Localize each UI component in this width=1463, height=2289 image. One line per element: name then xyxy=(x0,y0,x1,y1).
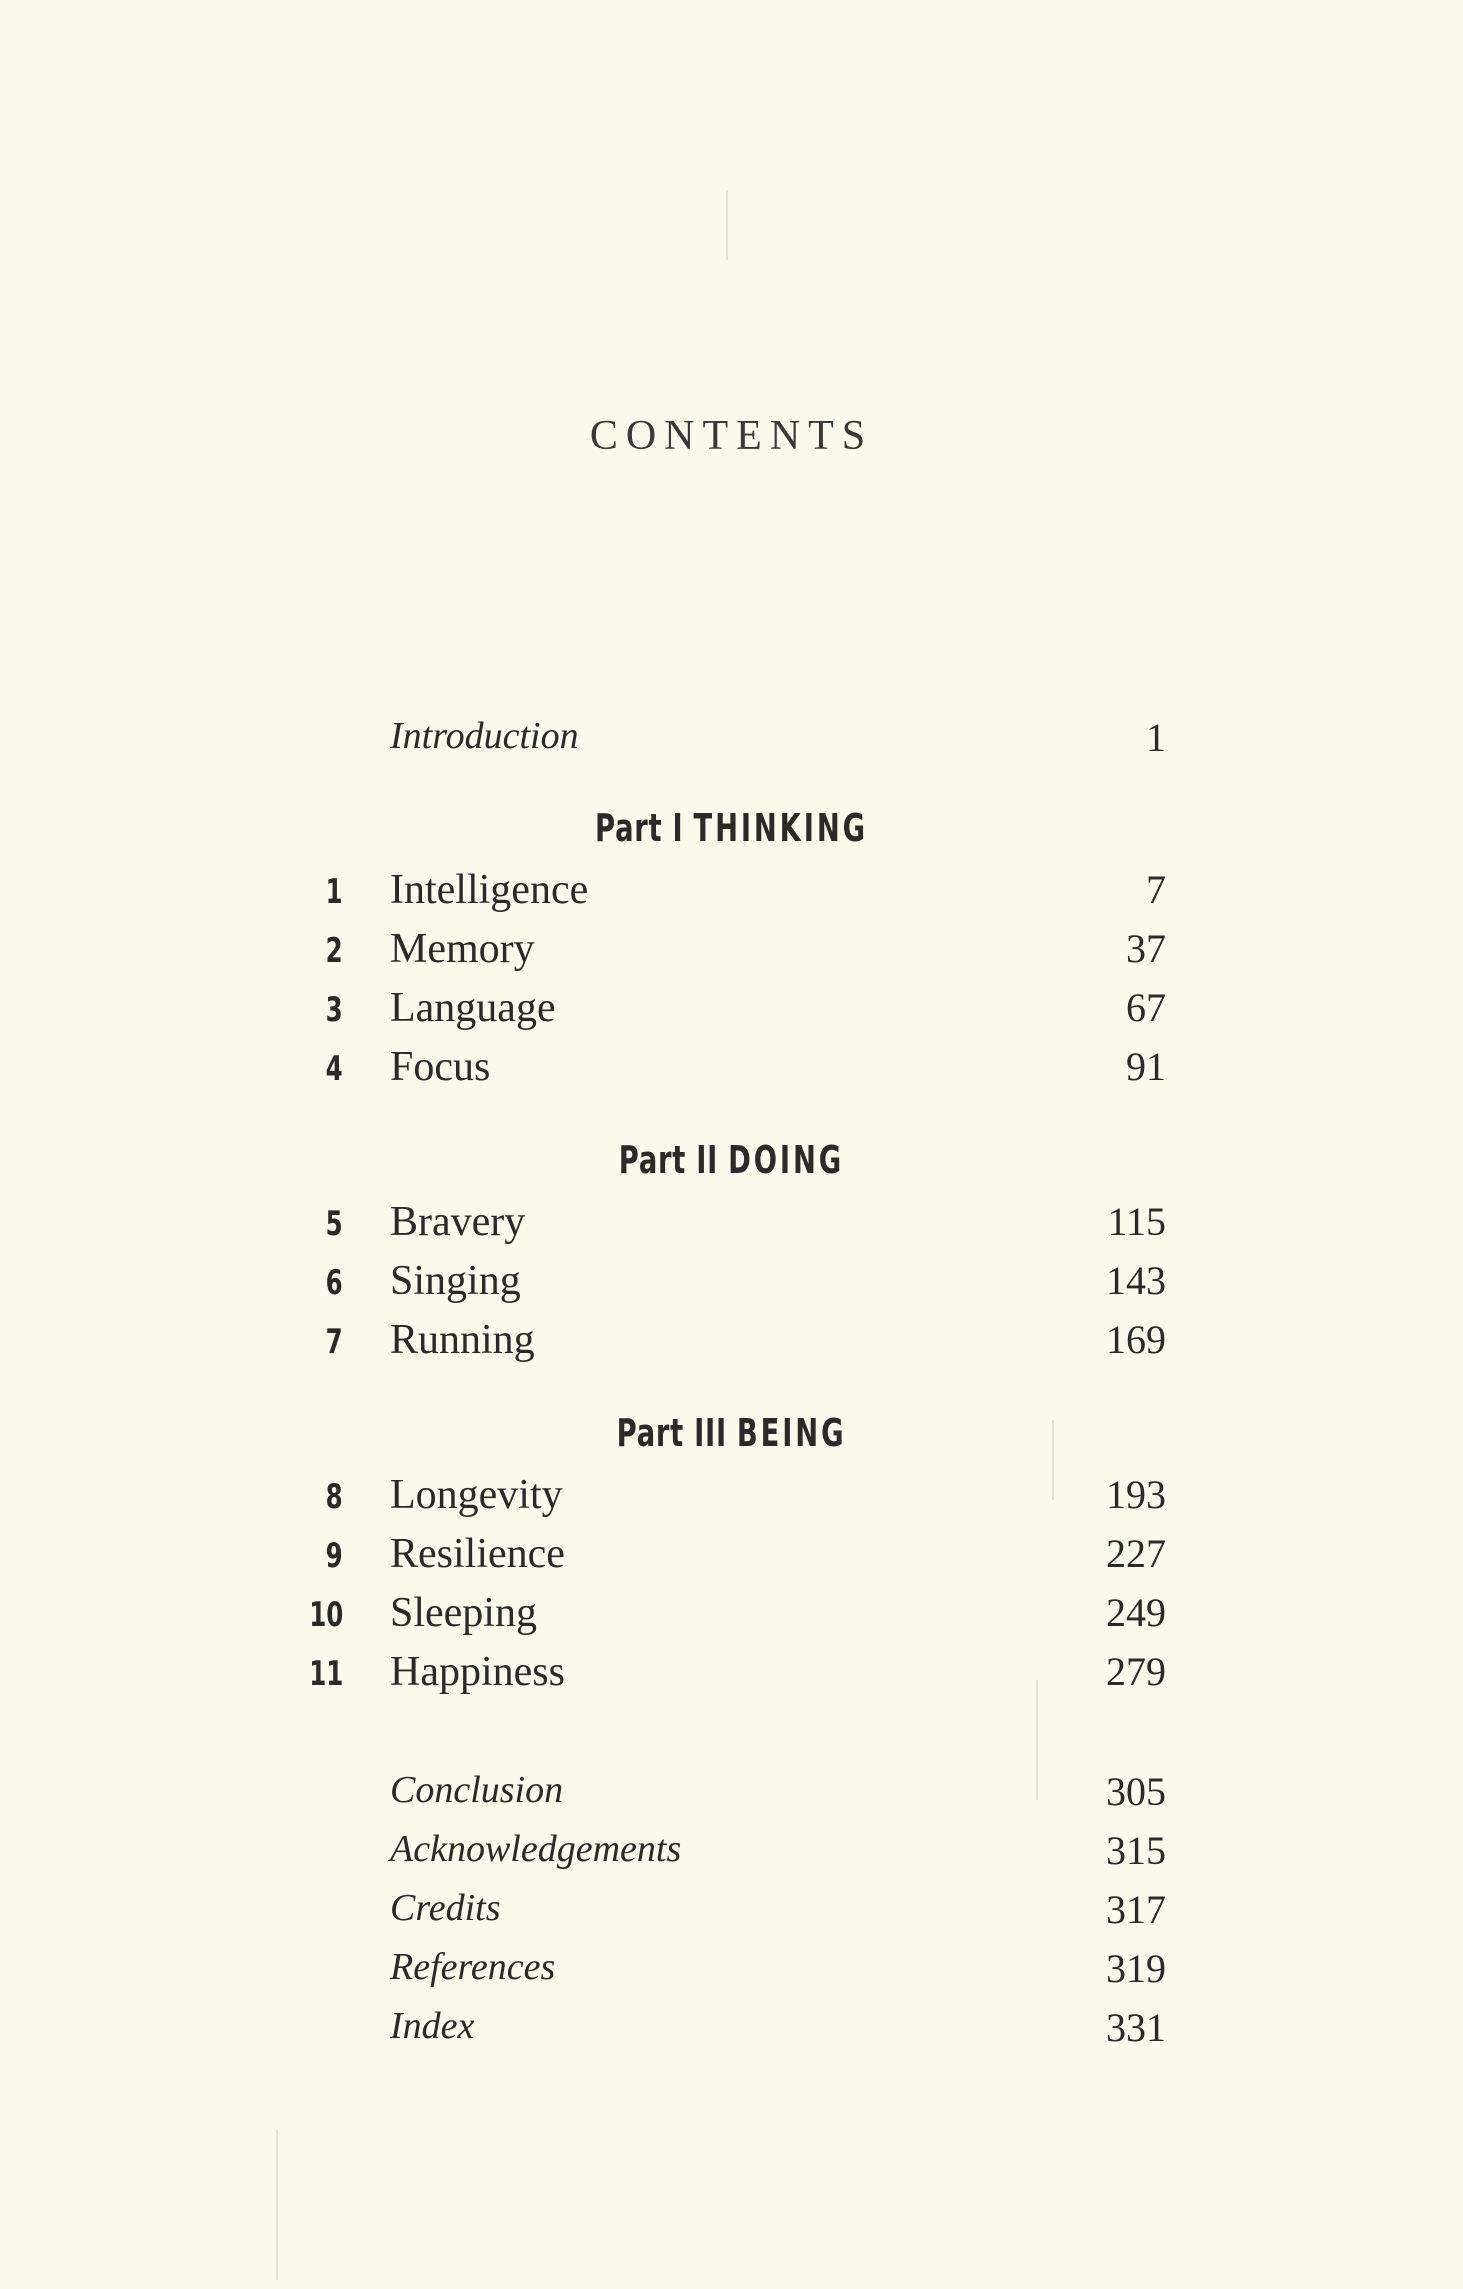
entry-page-number: 249 xyxy=(1106,1590,1166,1635)
chapter-number: 8 xyxy=(325,1477,343,1517)
chapter-title: Intelligence xyxy=(390,867,589,913)
toc-entry-index[interactable] xyxy=(0,2004,1463,2064)
entry-page-number: 7 xyxy=(1146,867,1166,912)
toc-entry-chapter[interactable] xyxy=(0,1043,1463,1103)
chapter-title: Bravery xyxy=(390,1199,526,1245)
chapter-title: Happiness xyxy=(390,1649,565,1695)
entry-page-number: 37 xyxy=(1126,926,1166,971)
chapter-title: Focus xyxy=(390,1044,491,1090)
toc-entry-chapter[interactable] xyxy=(0,866,1463,926)
chapter-number: 1 xyxy=(325,872,343,912)
entry-page-number: 279 xyxy=(1106,1649,1166,1694)
page-title: CONTENTS xyxy=(589,413,874,459)
toc-entry-conclusion[interactable] xyxy=(0,1768,1463,1828)
toc-entry-acknowledgements[interactable] xyxy=(0,1827,1463,1887)
toc-entry-introduction[interactable] xyxy=(0,714,1463,774)
entry-page-number: 331 xyxy=(1106,2005,1166,2050)
chapter-title: Singing xyxy=(390,1258,521,1304)
entry-title: Index xyxy=(390,2005,475,2047)
entry-page-number: 319 xyxy=(1106,1946,1166,1991)
chapter-title: Sleeping xyxy=(390,1590,537,1636)
part-heading-being xyxy=(0,1411,1463,1471)
toc-entry-chapter[interactable] xyxy=(0,925,1463,985)
paper-mark xyxy=(276,2130,278,2280)
entry-page-number: 317 xyxy=(1106,1887,1166,1932)
paper-mark xyxy=(726,190,728,260)
toc-entry-chapter[interactable] xyxy=(0,1198,1463,1258)
entry-title: References xyxy=(390,1946,556,1988)
chapter-title: Memory xyxy=(390,926,535,972)
entry-page-number: 227 xyxy=(1106,1531,1166,1576)
chapter-title: Language xyxy=(390,985,556,1031)
toc-entry-chapter[interactable] xyxy=(0,1589,1463,1649)
part-heading-thinking xyxy=(0,806,1463,866)
part-name: THINKING xyxy=(693,806,868,850)
chapter-number: 4 xyxy=(325,1049,343,1089)
entry-page-number: 193 xyxy=(1106,1472,1166,1517)
toc-entry-chapter[interactable] xyxy=(0,1648,1463,1708)
part-heading-doing xyxy=(0,1138,1463,1198)
entry-page-number: 315 xyxy=(1106,1828,1166,1873)
chapter-number: 11 xyxy=(308,1654,343,1694)
chapter-number: 5 xyxy=(325,1204,343,1244)
entry-page-number: 91 xyxy=(1126,1044,1166,1089)
entry-page-number: 143 xyxy=(1106,1258,1166,1303)
chapter-title: Resilience xyxy=(390,1531,565,1577)
chapter-number: 6 xyxy=(325,1263,343,1303)
toc-entry-chapter[interactable] xyxy=(0,1316,1463,1376)
entry-page-number: 115 xyxy=(1107,1199,1166,1244)
part-label: Part II xyxy=(618,1138,719,1182)
chapter-title: Longevity xyxy=(390,1472,563,1518)
chapter-number: 7 xyxy=(325,1322,343,1362)
entry-title: Credits xyxy=(390,1887,501,1929)
part-label: Part III xyxy=(616,1411,727,1455)
toc-entry-chapter[interactable] xyxy=(0,984,1463,1044)
toc-entry-chapter[interactable] xyxy=(0,1530,1463,1590)
part-name: DOING xyxy=(728,1138,845,1182)
toc-entry-credits[interactable] xyxy=(0,1886,1463,1946)
chapter-number: 2 xyxy=(325,931,343,971)
entry-page-number: 67 xyxy=(1126,985,1166,1030)
entry-title: Introduction xyxy=(390,715,579,757)
chapter-number: 10 xyxy=(308,1595,343,1635)
entry-title: Conclusion xyxy=(390,1769,564,1811)
entry-page-number: 1 xyxy=(1146,715,1166,760)
toc-entry-chapter[interactable] xyxy=(0,1471,1463,1531)
toc-entry-references[interactable] xyxy=(0,1945,1463,2005)
toc-entry-chapter[interactable] xyxy=(0,1257,1463,1317)
part-name: BEING xyxy=(736,1411,847,1455)
chapter-number: 9 xyxy=(325,1536,343,1576)
chapter-title: Running xyxy=(390,1317,535,1363)
entry-page-number: 169 xyxy=(1106,1317,1166,1362)
chapter-number: 3 xyxy=(325,990,343,1030)
part-label: Part I xyxy=(595,806,684,850)
entry-title: Acknowledgements xyxy=(390,1828,682,1870)
entry-page-number: 305 xyxy=(1106,1769,1166,1814)
